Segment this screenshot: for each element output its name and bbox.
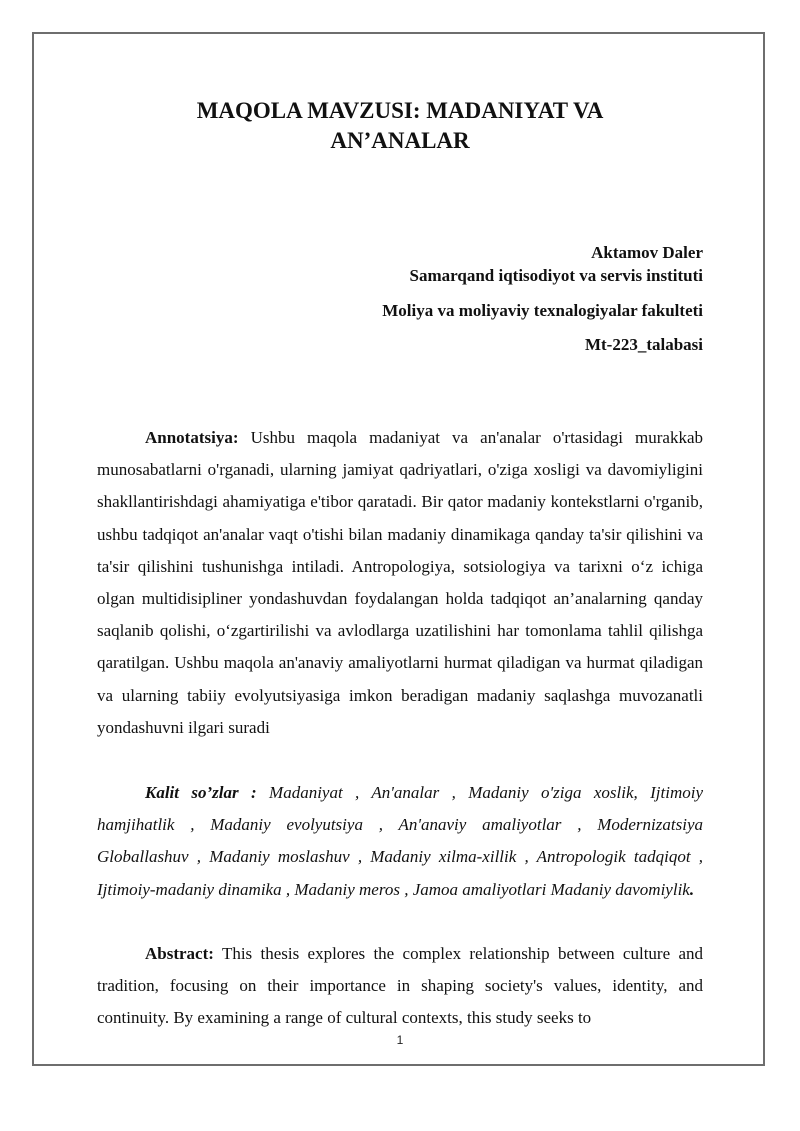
abstract-paragraph [97, 938, 703, 1035]
keywords-paragraph [97, 777, 703, 906]
keywords-label: Kalit so’zlar : [145, 783, 257, 802]
article-title [97, 96, 703, 156]
keywords-text: Madaniyat , An'analar , Madaniy o'ziga xoslik, Ijtimoiy hamjihatlik , Madaniy evolyutsiya , An'anaviy amaliyotlar , Modernizatsiya Globallashuv , Madaniy moslashuv , Madaniy xilma-xillik , Antropologik tadqiqot , Ijtimoiy-madaniy dinamika , Madaniy meros , Jamoa amaliyotlari Madaniy davomiylik [97, 783, 704, 899]
annotation-paragraph [97, 422, 703, 744]
author-name: Aktamov Daler [591, 243, 703, 262]
title-line-1: MAQOLA MAVZUSI: MADANIYAT VA [196, 98, 604, 123]
title-line-2: AN’ANALAR [330, 128, 470, 153]
page-number: 1 [396, 1033, 404, 1047]
abstract-text: This thesis explores the complex relationship between culture and tradition, focusing on their importance in shaping society's values, identity, and continuity. By examining a range of cultural contexts, this study seeks to [97, 944, 703, 1028]
annotation-label: Annotatsiya: [145, 428, 239, 447]
author-faculty: Moliya va moliyaviy texnalogiyalar fakulteti [382, 301, 703, 320]
author-institution: Samarqand iqtisodiyot va servis instituti [409, 266, 703, 285]
annotation-text: Ushbu maqola madaniyat va an'analar o'rtasidagi murakkab munosabatlarni o'rganadi, ularning jamiyat qadriyatlari, o'ziga xosligi va davomiyligini shakllantirishdagi ahamiyatiga e'tibor qaratadi. Bir qator madaniy kontekstlarni o'rganib, ushbu tadqiqot an'analar vaqt o'tishi bilan madaniy dinamikaga qanday ta'sir qilishini va ta'sir qilishini tushunishga intiladi. Antropologiya, sotsiologiya va tarixni o‘z ichiga olgan multidisipliner yondashuvdan foydalangan holda tadqiqot an’analarning qanday saqlanib qolishi, o‘zgartirilishi va avlodlarga uzatilishini har tomonlama tahlil qilishga qaratilgan. Ushbu maqola an'anaviy amaliyotlarni hurmat qiladigan va hurmat qiladigan va ularning tabiiy evolyutsiyasiga imkon beradigan madaniy saqlashga muvozanatli yondashuvni ilgari suradi [97, 428, 703, 737]
abstract-label: Abstract: [145, 944, 214, 963]
keywords-end: . [689, 879, 695, 899]
author-group: Mt-223_talabasi [584, 335, 703, 354]
